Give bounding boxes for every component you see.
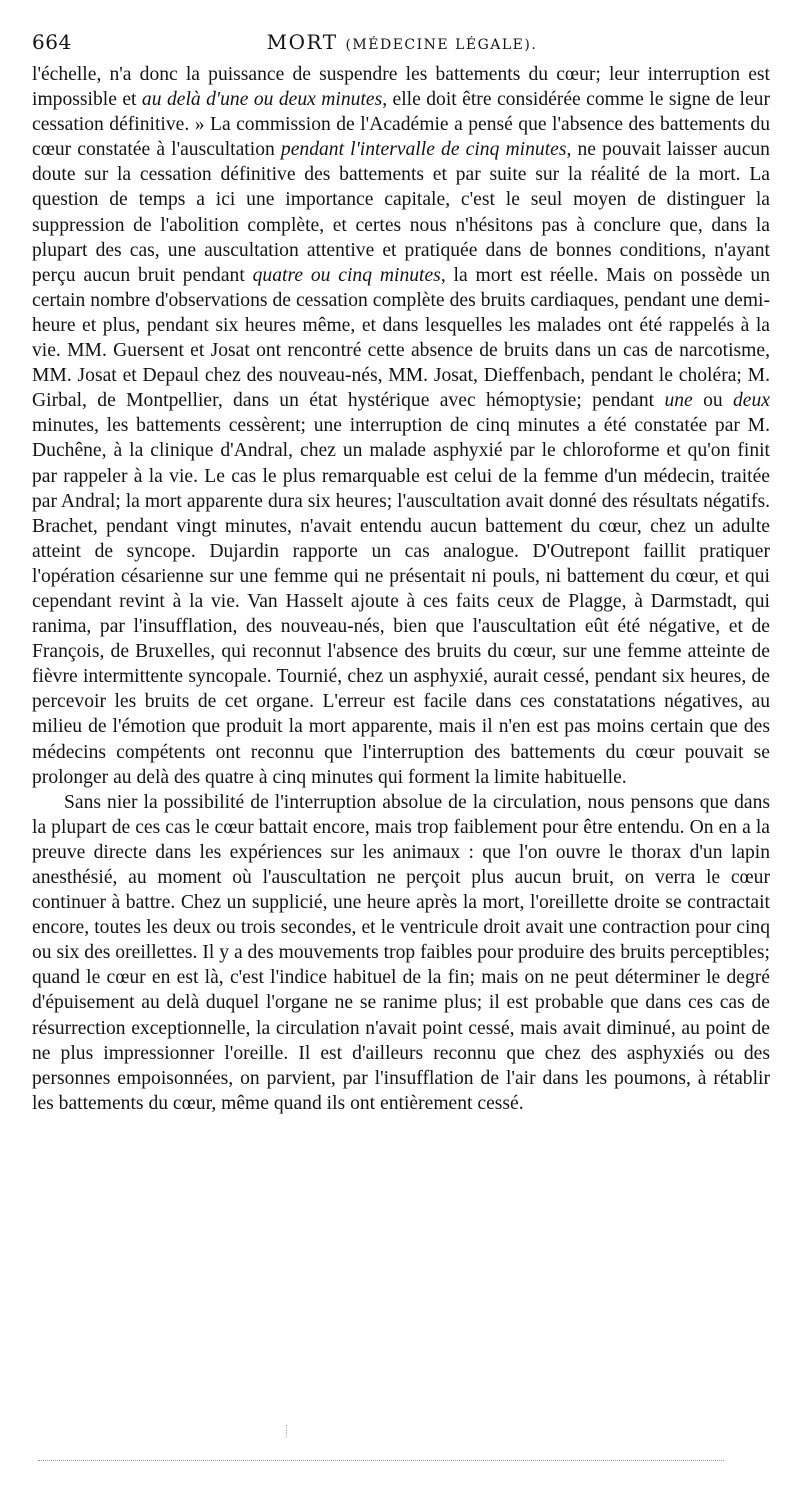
paragraph-1 — [32, 62, 770, 790]
p1-emphasis-1: au delà d'une ou deux minutes — [141, 89, 383, 111]
paragraph-2: Sans nier la possibilité de l'interruption absolue de la circulation, nous pensons que dans la plupart de ces cas le cœur battait encore, mais trop faiblement pour être entendu. On en a la preuve directe dans les expériences sur les animaux : que l'on ouvre le thorax d'un lapin anesthésié, au moment où l'auscultation ne perçoit plus aucun bruit, on verra le cœur continuer à battre. Chez un supplicié, une heure après la mort, l'oreillette droite se contractait encore, toutes les deux ou trois secondes, et le ventricule droit avait une contraction pour cinq ou six des oreillettes. Il y a des mouvements trop faibles pour produire des bruits perceptibles; quand le cœur en est là, c'est l'indice habituel de la fin; mais on ne peut déterminer le degré d'épuisement au delà duquel l'organe ne se ranime plus; il est probable que dans ces cas de résurrection exceptionnelle, la circulation n'avait point cessé, mais avait diminué, au point de ne plus impressionner l'oreille. Il est d'ailleurs reconnu que chez des asphyxiés ou des personnes empoisonnées, on parvient, par l'insufflation de l'air dans les poumons, à rétablir les battements du cœur, même quand ils ont entièrement cessé. — [32, 791, 770, 1114]
p1-text-1: l'échelle, n'a donc la puissance de suspendre les battements du cœur; leur interruption est impossible et — [32, 64, 770, 111]
running-head — [32, 30, 772, 60]
p1-emphasis-3: quatre ou cinq minutes — [252, 264, 441, 286]
margin-mark — [286, 1425, 289, 1437]
running-title-main: MORT — [266, 30, 338, 54]
p1-text-4: , la mort est réelle. Mais on possède un certain nombre d'observations de cessation complète des bruits cardiaques, pendant une demi-heure et plus, pendant six heures même, et dans lesquelles les malades ont été rappelés à la vie. MM. Guersent et Josat ont rencontré cette absence de bruits dans un cas de narcotisme, MM. Josat et Depaul chez des nouveau-nés, MM. Josat, Dieffenbach, pendant le choléra; M. Girbal, de Montpellier, dans un état hystérique avec hémoptysie; pendant — [32, 264, 771, 412]
running-title-subtitle: (MÉDECINE LÉGALE). — [345, 37, 538, 53]
bottom-rule — [38, 1460, 724, 1461]
body-text — [32, 62, 770, 1116]
p1-emphasis-5: deux — [733, 390, 770, 412]
running-title — [32, 30, 772, 54]
p1-text-3: , ne pouvait laisser aucun doute sur la cessation définitive des battements et par suite sur la réalité de la mort. La question de temps a ici une importance capitale, c'est le seul moyen de distinguer la suppression de l'abolition complète, et certes nous n'hésitons pas à conclure que, dans la plupart des cas, une auscultation attentive et pratiquée dans de bonnes conditions, n'ayant perçu aucun bruit pendant — [32, 139, 770, 286]
p1-text-5: ou — [692, 390, 733, 412]
p1-emphasis-2: pendant l'intervalle de cinq minutes — [280, 139, 567, 161]
p1-emphasis-4: une — [664, 390, 693, 412]
page-number: 664 — [32, 30, 72, 54]
p1-text-6: minutes, les battements cessèrent; une interruption de cinq minutes a été constatée par M. Duchêne, à la clinique d'Andral, chez un malade asphyxié par le chloroforme et qu'on finit par rappeler à la vie. Le cas le plus remarquable est celui de la femme d'un médecin, traitée par Andral; la mort apparente dura six heures; l'auscultation avait donné des résultats négatifs. Brachet, pendant vingt minutes, n'avait entendu aucun battement du cœur, chez un adulte atteint de syncope. Dujardin rapporte un cas analogue. D'Outrepont faillit pratiquer l'opération césarienne sur une femme qui ne présentait ni pouls, ni battement du cœur, et qui cependant revint à la vie. Van Hasselt ajoute à ces faits ceux de Plagge, à Darmstadt, qui ranima, par l'insufflation, des nouveau-nés, bien que l'auscultation eût été négative, et de François, de Bruxelles, qui reconnut l'absence des bruits du cœur, sur une femme atteinte de fièvre intermittente syncopale. Tournié, chez un asphyxié, aurait cessé, pendant six heures, de percevoir les bruits de cet organe. L'erreur est facile dans ces constatations négatives, au milieu de l'émotion que produit la mort apparente, mais il n'en est pas moins certain que des médecins compétents ont reconnu que l'interruption des battements du cœur pouvait se prolonger au delà des quatre à cinq minutes qui forment la limite habituelle. — [32, 415, 770, 788]
p1-text-2: , elle doit être considérée comme le signe de leur cessation définitive. » La commission de l'Académie a pensé que l'absence des battements du cœur constatée à l'auscultation — [32, 89, 770, 161]
